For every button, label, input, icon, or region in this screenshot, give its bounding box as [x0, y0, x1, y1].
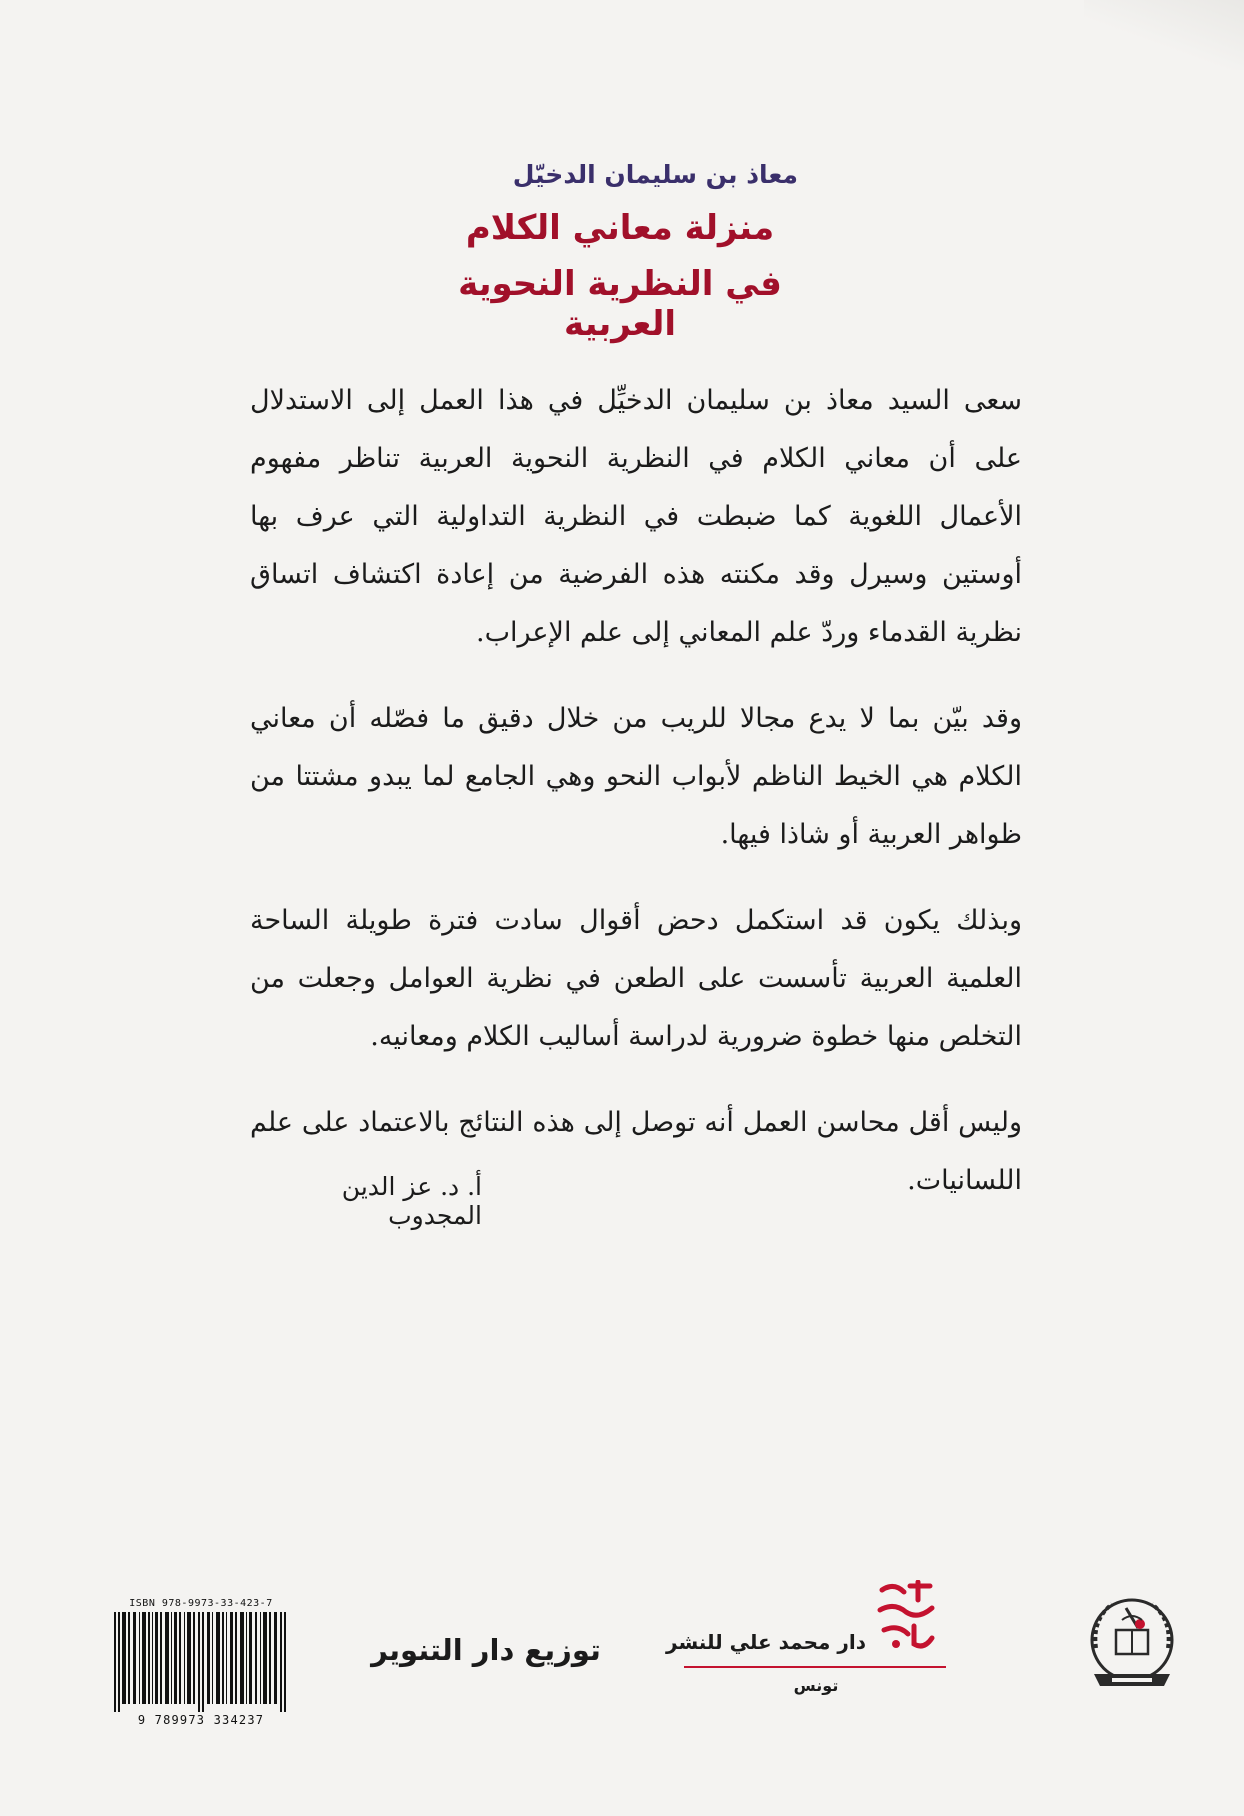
blurb-text — [250, 372, 1022, 1238]
publisher-divider — [684, 1666, 946, 1668]
blurb-signature: أ. د. عز الدين المجدوب — [341, 1172, 482, 1230]
distribution-label: توزيع دار التنوير — [371, 1633, 601, 1667]
publisher-block — [666, 1580, 950, 1740]
emblem-logo-icon — [1082, 1590, 1182, 1694]
blurb-paragraph-4: وليس أقل محاسن العمل أنه توصل إلى هذه النتائج بالاعتماد على علم اللسانيات. — [250, 1107, 1022, 1196]
isbn-label: ISBN 978-9973-33-423-7 — [129, 1598, 273, 1609]
corner-shading — [1084, 0, 1244, 70]
blurb-paragraph-2: وقد بيّن بما لا يدع مجالا للريب من خلال دقيق ما فصّله أن معاني الكلام هي الخيط الناظم لأبواب النحو وهي الجامع لما يبدو مشتتا من ظواهر العربية أو شاذا فيها. — [250, 703, 1022, 850]
author-name: معاذ بن سليمان الدخيّل — [512, 160, 798, 189]
blurb-paragraph-3: وبذلك يكون قد استكمل دحض أقوال سادت فترة طويلة الساحة العلمية العربية تأسست على الطعن في نظرية العوامل وجعلت من التخلص منها خطوة ضرورية لدراسة أساليب الكلام ومعانيه. — [250, 905, 1022, 1052]
book-title-line-2: في النظرية النحوية العربية — [458, 264, 782, 344]
barcode-block — [112, 1598, 290, 1727]
publisher-name: دار محمد علي للنشر — [666, 1630, 866, 1654]
publisher-logo-icon — [874, 1580, 938, 1656]
book-title-line-1: منزلة معاني الكلام — [465, 208, 775, 248]
barcode-icon — [112, 1612, 290, 1712]
publisher-city: تونس — [793, 1676, 839, 1695]
blurb-paragraph-1: سعى السيد معاذ بن سليمان الدخيِّل في هذا العمل إلى الاستدلال على أن معاني الكلام في النظرية النحوية العربية تناظر مفهوم الأعمال اللغوية كما ضبطت في النظرية التداولية التي عرف بها أوستين وسيرل وقد مكنته هذه الفرضية من إعادة اكتشاف اتساق نظرية القدماء وردّ علم المعاني إلى علم الإعراب. — [250, 385, 1022, 648]
barcode-digits: 9 789973 334237 — [137, 1713, 265, 1727]
